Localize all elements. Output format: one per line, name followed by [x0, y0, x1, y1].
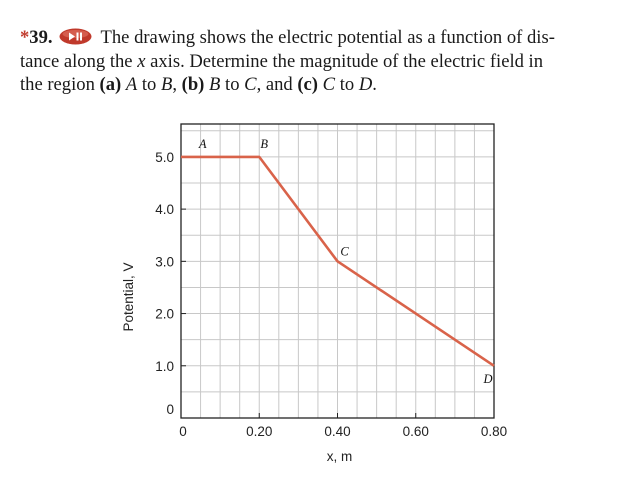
- point-label-b: B: [260, 136, 269, 151]
- y-tick-label: 5.0: [155, 149, 174, 165]
- problem-line-3-start: the region: [20, 74, 100, 95]
- problem-line-2-start: tance along the: [20, 50, 138, 72]
- challenge-star: *: [20, 27, 30, 48]
- part-c-label: (c): [297, 74, 318, 95]
- point-label-c: C: [340, 244, 349, 259]
- x-tick-label: 0.40: [324, 424, 351, 439]
- problem-line-1: The drawing shows the electric potential as a function of dis-: [100, 27, 555, 48]
- part-b-start: B: [209, 74, 221, 95]
- separator-1: ,: [172, 74, 182, 95]
- part-b-to: to: [220, 74, 245, 95]
- problem-number: 39.: [29, 27, 53, 48]
- x-variable: x: [137, 50, 146, 72]
- part-c-end: D: [358, 74, 373, 95]
- x-tick-label: 0: [179, 424, 187, 439]
- y-tick-label: 3.0: [155, 254, 174, 270]
- part-b-end: C: [244, 74, 257, 95]
- separator-2: , and: [256, 74, 298, 95]
- x-tick-label: 0.20: [246, 424, 273, 439]
- part-b-label: (b): [181, 74, 205, 95]
- part-c-to: to: [335, 74, 359, 95]
- part-a-to: to: [137, 74, 161, 95]
- part-c-start: C: [322, 74, 336, 95]
- point-label-a: A: [198, 136, 207, 151]
- part-a-end: B: [160, 74, 173, 95]
- grid-layer: [181, 124, 494, 418]
- y-tick-label: 2.0: [155, 306, 174, 322]
- point-label-d: D: [483, 371, 493, 386]
- part-a-label: (a): [99, 74, 122, 95]
- problem-line-2-rest: axis. Determine the magnitude of the electric field in: [145, 50, 544, 72]
- y-tick-label: 1.0: [155, 358, 174, 374]
- x-tick-label: 0.80: [480, 424, 508, 439]
- y-axis-label: Potential, V: [121, 262, 136, 332]
- x-axis-label: x, m: [326, 449, 353, 464]
- end-period: .: [372, 74, 377, 95]
- x-tick-label: 0.60: [402, 424, 429, 439]
- y-tick-label: 4.0: [155, 202, 174, 218]
- tick-layer: [155, 150, 507, 439]
- part-a-start: A: [125, 74, 138, 95]
- y-tick-label: 0: [166, 402, 174, 417]
